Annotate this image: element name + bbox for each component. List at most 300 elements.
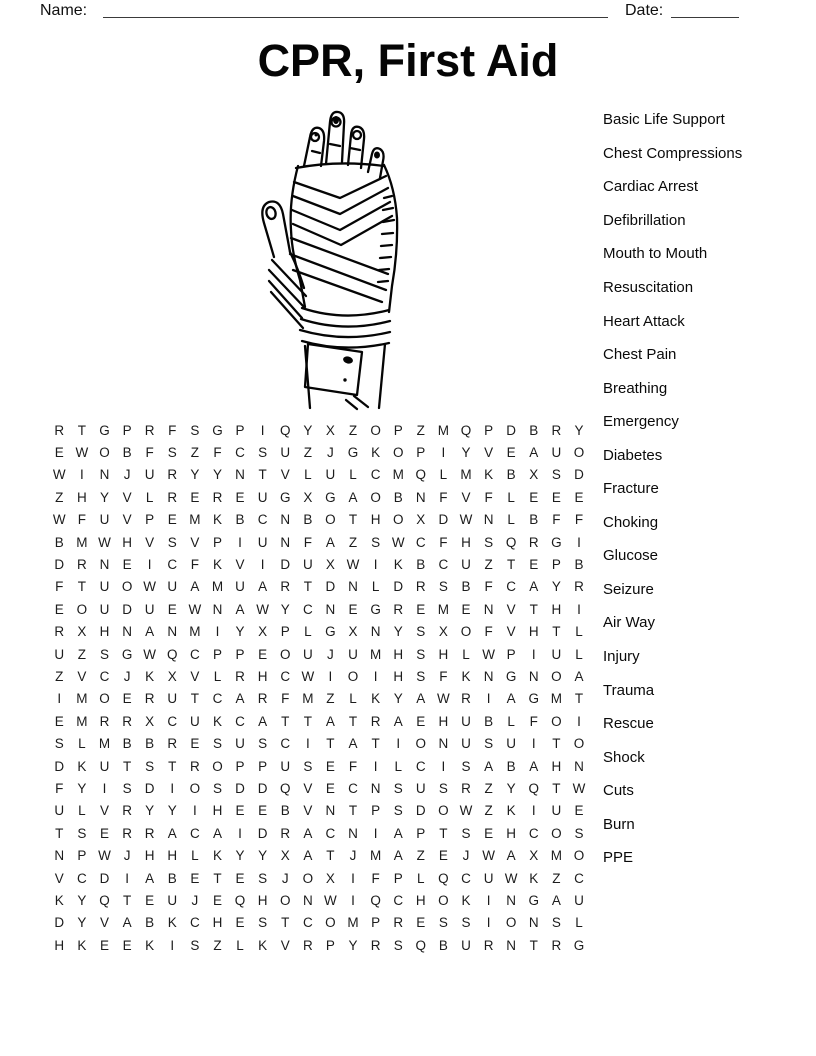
grid-cell: C	[302, 915, 313, 931]
grid-cell: T	[348, 512, 358, 528]
grid-cell: S	[461, 758, 471, 774]
grid-cell: M	[76, 534, 88, 550]
grid-cell: Q	[167, 646, 178, 662]
grid-cell: S	[461, 825, 471, 841]
grid-cell: Q	[415, 937, 427, 953]
grid-cell: Q	[279, 780, 291, 796]
grid-cell: L	[349, 467, 357, 483]
grid-cell: A	[325, 713, 335, 729]
grid-cell: H	[167, 848, 178, 864]
grid-cell: U	[99, 601, 110, 617]
grid-cell: V	[190, 534, 200, 550]
grid-cell: T	[168, 758, 177, 774]
grid-cell: U	[483, 870, 494, 886]
grid-cell: I	[147, 557, 152, 573]
grid-cell: F	[145, 445, 154, 461]
grid-cell: U	[415, 780, 426, 796]
grid-cell: X	[416, 512, 426, 528]
grid-cell: O	[505, 915, 517, 931]
grid-cell: K	[529, 870, 539, 886]
grid-cell: M	[369, 848, 382, 864]
grid-cell: P	[393, 870, 403, 886]
grid-cell: R	[528, 534, 539, 550]
grid-cell: T	[348, 803, 358, 819]
grid-cell: U	[325, 467, 336, 483]
grid-cell: W	[256, 601, 270, 617]
word-list-item: Choking	[603, 513, 659, 531]
grid-cell: W	[504, 870, 518, 886]
grid-cell: O	[438, 803, 449, 819]
grid-cell: C	[348, 780, 358, 796]
grid-cell: A	[145, 624, 155, 640]
grid-cell: K	[212, 557, 222, 573]
grid-cell: K	[484, 467, 494, 483]
grid-cell: R	[302, 937, 313, 953]
grid-cell: X	[438, 624, 448, 640]
grid-cell: F	[484, 624, 493, 640]
grid-cell: J	[123, 467, 131, 483]
grid-cell: E	[54, 601, 64, 617]
grid-cell: I	[441, 445, 446, 461]
grid-cell: U	[302, 557, 313, 573]
date-blank-line	[671, 1, 739, 18]
word-list	[603, 103, 803, 875]
grid-cell: E	[145, 892, 155, 908]
grid-cell: V	[190, 668, 200, 684]
grid-cell: Z	[190, 445, 199, 461]
grid-cell: E	[190, 489, 200, 505]
grid-cell: C	[574, 870, 584, 886]
grid-cell: R	[144, 825, 155, 841]
grid-cell: O	[573, 736, 585, 752]
grid-cell: Y	[393, 624, 403, 640]
grid-cell: Z	[484, 557, 493, 573]
grid-cell: V	[145, 534, 155, 550]
grid-cell: C	[280, 668, 291, 684]
grid-cell: U	[99, 512, 110, 528]
date-label: Date:	[625, 2, 664, 19]
grid-cell: C	[415, 534, 426, 550]
grid-cell: Y	[258, 848, 268, 864]
grid-cell: O	[325, 512, 336, 528]
grid-cell: Z	[303, 445, 312, 461]
grid-cell: S	[122, 780, 132, 796]
grid-cell: G	[325, 489, 336, 505]
grid-cell: P	[235, 422, 245, 438]
grid-cell: I	[351, 870, 355, 886]
grid-cell: A	[393, 848, 403, 864]
grid-cell: D	[54, 915, 65, 931]
grid-cell: S	[167, 534, 177, 550]
grid-cell: C	[438, 557, 449, 573]
grid-cell: R	[370, 937, 381, 953]
grid-cell: W	[143, 579, 157, 595]
grid-cell: B	[145, 915, 155, 931]
grid-cell: F	[439, 534, 448, 550]
grid-cell: K	[506, 803, 516, 819]
grid-cell: X	[303, 489, 313, 505]
grid-cell: R	[551, 937, 562, 953]
grid-cell: K	[77, 937, 87, 953]
grid-cell: F	[529, 713, 538, 729]
grid-cell: T	[552, 780, 561, 796]
grid-cell: H	[438, 713, 449, 729]
grid-cell: S	[416, 668, 426, 684]
grid-cell: K	[212, 512, 222, 528]
grid-cell: T	[77, 422, 87, 438]
grid-cell: I	[328, 668, 333, 684]
grid-cell: A	[303, 848, 313, 864]
grid-cell: T	[439, 825, 448, 841]
grid-cell: A	[506, 848, 516, 864]
grid-cell: V	[77, 668, 87, 684]
grid-cell: T	[552, 624, 561, 640]
grid-cell: H	[257, 668, 268, 684]
grid-cell: I	[486, 915, 491, 931]
grid-cell: N	[167, 624, 178, 640]
grid-cell: A	[393, 713, 403, 729]
grid-cell: G	[212, 422, 223, 438]
grid-cell: C	[167, 713, 178, 729]
grid-cell: D	[574, 467, 584, 483]
grid-cell: I	[351, 892, 355, 908]
grid-cell: K	[54, 892, 64, 908]
grid-cell: I	[57, 691, 62, 707]
grid-cell: I	[531, 646, 536, 662]
grid-cell: M	[347, 915, 359, 931]
grid-cell: G	[370, 601, 381, 617]
grid-cell: O	[551, 825, 562, 841]
grid-cell: U	[257, 489, 268, 505]
grid-cell: T	[303, 713, 312, 729]
grid-cell: E	[99, 825, 109, 841]
grid-cell: F	[77, 512, 87, 528]
grid-cell: E	[167, 601, 177, 617]
grid-cell: P	[280, 624, 290, 640]
grid-cell: N	[483, 668, 494, 684]
word-list-item: Heart Attack	[603, 312, 685, 330]
grid-cell: R	[167, 467, 178, 483]
grid-cell: Y	[212, 467, 222, 483]
grid-cell: D	[257, 780, 268, 796]
grid-cell: I	[305, 736, 310, 752]
grid-cell: E	[325, 780, 335, 796]
grid-cell: J	[281, 870, 289, 886]
grid-cell: E	[529, 489, 539, 505]
grid-cell: E	[416, 601, 426, 617]
grid-cell: E	[212, 892, 222, 908]
grid-cell: E	[574, 803, 584, 819]
grid-cell: T	[281, 915, 290, 931]
grid-cell: U	[167, 579, 178, 595]
grid-cell: T	[77, 579, 87, 595]
grid-cell: T	[371, 736, 380, 752]
grid-cell: S	[551, 915, 561, 931]
grid-cell: W	[459, 512, 473, 528]
grid-cell: C	[235, 445, 245, 461]
grid-cell: O	[392, 445, 404, 461]
grid-cell: L	[507, 512, 515, 528]
grid-cell: Z	[55, 668, 64, 684]
grid-cell: F	[348, 758, 358, 774]
grid-cell: W	[98, 848, 111, 864]
grid-cell: A	[348, 736, 358, 752]
grid-cell: D	[438, 512, 449, 528]
grid-cell: S	[258, 736, 268, 752]
grid-cell: N	[438, 736, 449, 752]
grid-cell: L	[575, 646, 583, 662]
grid-cell: M	[460, 467, 472, 483]
grid-cell: U	[506, 736, 517, 752]
grid-cell: A	[484, 758, 494, 774]
grid-cell: C	[257, 512, 268, 528]
grid-cell: G	[551, 534, 562, 550]
word-list-item: PPE	[603, 849, 634, 867]
grid-cell: E	[258, 803, 268, 819]
word-list-item: Emergency	[603, 413, 679, 431]
word-list-item: Glucose	[603, 547, 659, 565]
grid-cell: U	[461, 557, 471, 573]
grid-cell: N	[574, 758, 584, 774]
grid-cell: O	[325, 915, 336, 931]
word-list-item: Injury	[603, 648, 640, 666]
grid-cell: P	[393, 422, 403, 438]
grid-cell: W	[301, 668, 315, 684]
grid-cell: M	[189, 624, 201, 640]
grid-cell: N	[506, 892, 517, 908]
grid-cell: S	[145, 758, 155, 774]
word-list-item: Defibrillation	[603, 211, 686, 229]
grid-cell: L	[439, 467, 448, 483]
grid-cell: E	[506, 445, 516, 461]
grid-cell: A	[506, 691, 516, 707]
grid-cell: Y	[145, 803, 155, 819]
grid-cell: P	[371, 915, 381, 931]
word-list-item: Shock	[603, 748, 645, 766]
grid-cell: K	[145, 668, 155, 684]
grid-cell: P	[325, 937, 335, 953]
grid-cell: U	[574, 892, 584, 908]
grid-cell: G	[325, 624, 336, 640]
grid-cell: Q	[370, 892, 381, 908]
word-list-item: Chest Compressions	[603, 144, 743, 162]
grid-cell: X	[529, 848, 539, 864]
grid-cell: D	[99, 870, 110, 886]
grid-cell: O	[76, 601, 88, 617]
grid-cell: Y	[77, 780, 87, 796]
grid-cell: O	[415, 736, 427, 752]
grid-cell: S	[212, 736, 222, 752]
grid-cell: T	[258, 467, 267, 483]
grid-cell: D	[415, 803, 426, 819]
grid-cell: I	[260, 422, 265, 438]
grid-cell: B	[303, 512, 313, 528]
grid-cell: A	[529, 579, 539, 595]
grid-cell: Y	[77, 915, 87, 931]
grid-cell: S	[438, 579, 448, 595]
grid-cell: C	[302, 601, 313, 617]
grid-cell: D	[54, 557, 65, 573]
grid-cell: U	[461, 937, 471, 953]
grid-cell: F	[574, 512, 584, 528]
grid-cell: G	[279, 489, 291, 505]
grid-cell: L	[304, 624, 312, 640]
grid-cell: Y	[506, 780, 516, 796]
grid-cell: C	[99, 668, 110, 684]
grid-cell: M	[437, 601, 450, 617]
grid-cell: V	[122, 512, 132, 528]
grid-cell: L	[213, 668, 222, 684]
grid-cell: D	[144, 780, 155, 796]
grid-cell: C	[189, 646, 200, 662]
grid-cell: C	[393, 892, 404, 908]
grid-cell: T	[326, 848, 335, 864]
grid-cell: P	[551, 557, 561, 573]
grid-cell: P	[416, 445, 426, 461]
grid-cell: S	[258, 915, 268, 931]
grid-cell: A	[212, 825, 222, 841]
grid-cell: R	[122, 713, 132, 729]
grid-cell: E	[438, 848, 448, 864]
grid-cell: H	[99, 624, 110, 640]
name-blank-line	[103, 1, 608, 18]
grid-cell: Z	[213, 937, 222, 953]
grid-cell: E	[325, 758, 335, 774]
grid-cell: F	[303, 534, 312, 550]
grid-cell: F	[439, 668, 448, 684]
grid-cell: U	[144, 601, 155, 617]
grid-cell: H	[551, 601, 562, 617]
grid-cell: P	[416, 825, 426, 841]
grid-cell: E	[484, 825, 494, 841]
grid-cell: V	[303, 780, 313, 796]
grid-cell: P	[122, 422, 132, 438]
grid-cell: I	[373, 758, 378, 774]
grid-cell: V	[506, 624, 516, 640]
grid-cell: U	[551, 803, 562, 819]
grid-cell: I	[102, 780, 107, 796]
grid-cell: N	[370, 624, 381, 640]
grid-cell: R	[54, 422, 65, 438]
grid-cell: F	[484, 579, 493, 595]
grid-cell: D	[506, 422, 517, 438]
grid-cell: P	[212, 534, 222, 550]
grid-cell: T	[122, 892, 132, 908]
grid-cell: E	[167, 512, 177, 528]
grid-cell: L	[191, 848, 199, 864]
grid-cell: G	[99, 422, 110, 438]
grid-cell: O	[302, 870, 314, 886]
grid-cell: F	[213, 445, 222, 461]
grid-cell: X	[280, 848, 290, 864]
grid-cell: Z	[77, 646, 87, 662]
grid-cell: S	[77, 825, 87, 841]
grid-cell: Z	[416, 422, 425, 438]
grid-cell: A	[190, 579, 200, 595]
grid-cell: P	[371, 803, 381, 819]
grid-cell: R	[235, 668, 245, 684]
grid-cell: S	[371, 534, 381, 550]
grid-cell: R	[483, 937, 494, 953]
grid-cell: D	[393, 579, 404, 595]
grid-cell: H	[122, 534, 132, 550]
grid-cell: W	[52, 512, 66, 528]
grid-cell: Y	[393, 691, 403, 707]
grid-cell: K	[258, 937, 268, 953]
grid-cell: H	[77, 489, 87, 505]
grid-cell: J	[327, 646, 334, 662]
grid-cell: W	[459, 803, 473, 819]
grid-cell: X	[325, 557, 335, 573]
grid-cell: V	[303, 803, 313, 819]
grid-cell: E	[235, 803, 245, 819]
grid-cell: E	[190, 736, 200, 752]
word-list-item: Cardiac Arrest	[603, 178, 699, 196]
grid-cell: K	[212, 713, 222, 729]
grid-cell: V	[484, 445, 494, 461]
grid-cell: G	[347, 445, 359, 461]
grid-cell: K	[212, 848, 222, 864]
grid-cell: B	[122, 445, 132, 461]
name-label: Name:	[40, 2, 88, 19]
grid-cell: E	[551, 489, 561, 505]
grid-cell: O	[460, 624, 472, 640]
grid-cell: S	[99, 646, 109, 662]
word-list-item: Basic Life Support	[603, 111, 725, 129]
grid-cell: R	[370, 713, 381, 729]
grid-cell: I	[373, 825, 378, 841]
grid-cell: Z	[484, 780, 493, 796]
grid-cell: Y	[167, 803, 177, 819]
grid-cell: N	[212, 601, 223, 617]
grid-cell: A	[258, 713, 268, 729]
grid-cell: Q	[99, 892, 110, 908]
grid-cell: R	[415, 579, 426, 595]
grid-cell: Z	[55, 489, 64, 505]
grid-cell: C	[189, 825, 200, 841]
grid-cell: R	[280, 579, 291, 595]
grid-cell: O	[551, 713, 562, 729]
grid-cell: K	[371, 445, 381, 461]
grid-cell: I	[192, 803, 197, 819]
grid-cell: B	[506, 758, 516, 774]
page-title: CPR, First Aid	[257, 35, 559, 86]
grid-cell: H	[393, 668, 404, 684]
grid-cell: R	[54, 624, 65, 640]
word-list-item: Air Way	[603, 614, 655, 632]
grid-cell: V	[99, 915, 109, 931]
grid-cell: B	[574, 557, 584, 573]
grid-cell: I	[373, 557, 378, 573]
grid-cell: Y	[348, 937, 358, 953]
grid-cell: T	[281, 713, 290, 729]
grid-cell: N	[370, 780, 381, 796]
grid-cell: J	[462, 848, 470, 864]
grid-cell: E	[122, 557, 132, 573]
grid-cell: U	[99, 758, 110, 774]
grid-cell: T	[507, 557, 516, 573]
grid-cell: Q	[460, 422, 472, 438]
grid-cell: H	[415, 892, 426, 908]
grid-cell: A	[348, 489, 358, 505]
grid-cell: R	[99, 713, 110, 729]
grid-cell: S	[393, 780, 403, 796]
grid-cell: W	[143, 646, 157, 662]
grid-cell: I	[441, 758, 446, 774]
grid-cell: O	[212, 758, 223, 774]
grid-cell: A	[416, 691, 426, 707]
word-list-item: Burn	[603, 815, 635, 833]
